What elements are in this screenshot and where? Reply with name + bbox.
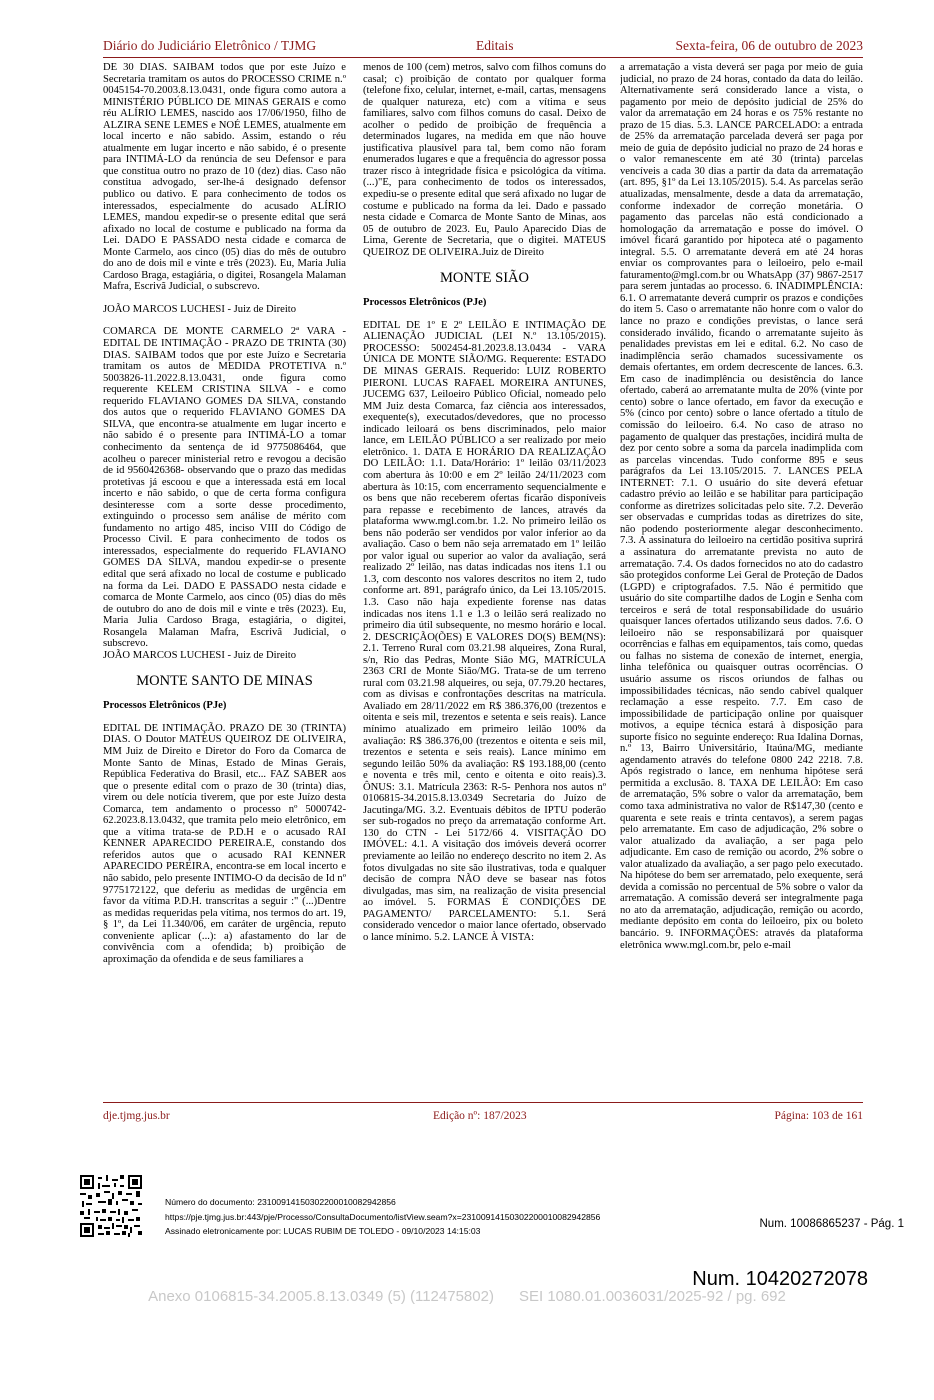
watermark-sei: SEI 1080.01.0036031/2025-92 / pg. 692 xyxy=(518,1288,786,1305)
comarca-heading: MONTE SANTO DE MINAS xyxy=(136,673,313,690)
document-number: Número do documento: 23100914150302200010082942856 xyxy=(165,1197,396,1207)
document-url[interactable]: https://pje.tjmg.jus.br:443/pje/Processo/ConsultaDocumento/listView.seam?x=23100914150302200010082942856 xyxy=(165,1211,601,1222)
judge-signature: JOÃO MARCOS LUCHESI - Juiz de Direito xyxy=(103,303,297,315)
section-title: Editais xyxy=(476,38,514,53)
page-footer xyxy=(103,1110,863,1126)
journal-title: Diário do Judiciário Eletrônico / TJMG xyxy=(103,38,317,53)
page-number: Página: 103 de 161 xyxy=(774,1110,863,1122)
edital-text: DE 30 DIAS. SAIBAM todos que por este Juízo e Secretaria tramitam os autos do PROCESSO CRIME n.º 0045154-70.2003.8.13.0431, onde figura como autora a MINISTÉRIO PÚBLICO DE MINAS GERAIS e como réu ALÍRIO LEMES, nascido aos 17/06/1950, filho de ALZIRA SENE LEMES e NOÉ LEMES, atualmente em local incerto e não sabido. Assim, estando o réu atualmente em lugar incerto e não sabido, é o presente para INTIMÁ-LO da renúncia de seu Defensor e para que constitua outro no prazo de 10 (dez) dias. Caso não constitua advogado, ser-lhe-á designado defensor publico ou dativo. E para conhecimento de todos os interessados, especialmente do acusado ALÍRIO LEMES, mandou expedir-se o presente edital que será afixado no local de costume e publicado na forma da Lei. DADO E PASSADO nesta cidade e comarca de Monte Carmelo, aos cinco (05) dias do mês de outubro do ano de dois mil e vinte e três (2023). Eu, Maria Julia Cardoso Braga, estagiária, o digitei, Rosangela Malaman Mafra, Escrivã Judicial, o subscrevo. xyxy=(103,62,346,293)
column-2 xyxy=(363,62,606,1096)
column-1 xyxy=(103,62,346,1096)
comarca-heading: MONTE SIÃO xyxy=(439,270,529,287)
signature-block xyxy=(165,1195,600,1239)
footer-rule xyxy=(103,1102,863,1103)
edital-text: EDITAL DE 1º E 2º LEILÃO E INTIMAÇÃO DE ALIENAÇÃO JUDICIAL (LEI N.º 13.105/2015). PROCESSO: 5002454-81.2023.8.13.0434 - VARA ÚNICA DE MONTE SIÃO/MG. Requerente: ESTADO DE MINAS GERAIS. Requerido: LUIZ ROBERTO PIERONI. LUCAS RAFAEL MOREIRA ANTUNES, JUCEMG 637, Leiloeiro Público Oficial, nomeado pelo MM Juiz desta Comarca, faz ciência aos interessados, exequente(s), executados/devedores, que no processo indicado leiloará os bens discriminados, pelo maior lance, em LEILÃO PÚBLICO a ser realizado por meio eletrônico. 1. DATA E HORÁRIO DA REALIZAÇÃO DO LEILÃO: 1.1. Data/Horário: 1º leilão 03/11/2023 com abertura às 10:00 e em 2º leilão 24/11/2023 com abertura às 10:15, com encerramento sequencialmente e os bens que não receberem ofertas ficarão disponíveis para repasse e recebimento de lances, através da plataforma www.mgl.com.br. 1.2. No primeiro leilão os bens não poderão ser vendidos por valor inferior ao da avaliação. Caso o bem não seja arrematado em 1º leilão por valor igual ou superior ao valor da avaliação, será realizado 2º leilão, nas datas indicadas nos itens 1.1 ou 1.3, com desconto nos valores descritos no item 2, tudo conforme art. 891, parágrafo único, da Lei 13.105/2015. 1.3. Caso não haja expediente forense nas datas indicadas nos itens 1.1 e 1.3 o leilão será realizado no primeiro dia útil subsequente, no mesmo horário e local. 2. DESCRIÇÃO(ÕES) E VALORES DO(S) BEM(NS): 2.1. Terreno Rural com 03.21.98 alqueires, Zona Rural, s/n, Rio das Pedras, Monte Sião MG, MATRÍCULA 2363 CRI de Monte Sião/MG. Trata-se de um terreno rural com 03.21.98 alqueires, ou seja, 07.79.20 hectares, com as divisas e confrontações descritas na matrícula. Avaliado em 28/11/2022 em R$ 386.376,00 (trezentos e oitenta e seis mil, trezentos e setenta e seis reais). Lance mínimo atualizado em primeiro leilão 100% da avaliação: R$ 386.376,00 (trezentos e oitenta e seis mil, trezentos e setenta e seis reais). Lance mínimo em segundo leilão 50% da avaliação: R$ 193.188,00 (cento e noventa e três mil, cento e oitenta e oito reais).3. ÔNUS: 3.1. Matrícula 2363: R-5- Penhora nos autos nº 0106815-34.2015.8.13.0349 Secretaria do Juízo de Jacutinga/MG. 3.2. Eventuais débitos de IPTU poderão ser sub-rogados no preço da arrematação conforme Art. 130 do CTN - Lei 5172/66 4. VISITAÇÃO DO IMÓVEL: 4.1. A visitação dos imóveis deverá ocorrer previamente ao leilão no endereço descrito no item 2. As fotos divulgadas no site são ilustrativas, toda e qualquer decisão de compra NÃO deve se basear nas fotos divulgadas, mas sim, na realização de visita presencial ao imóvel. 5. FORMAS E CONDIÇÕES DE PAGAMENTO/ PARCELAMENTO: 5.1. Será considerado vencedor o maior lance ofertado, observado o lance mínimo. 5.2. LANCE À VISTA: xyxy=(363,319,606,943)
num-page-label: Num. 10086865237 - Pág. 1 xyxy=(759,1218,904,1230)
edition-number: Edição nº: 187/2023 xyxy=(433,1110,527,1122)
edital-text: a arrematação a vista deverá ser paga por meio de guia judicial, no prazo de 24 horas, contado da data do leilão. Alternativamente será considerado lance a vista, o pagamento por meio de depósito judicial de 25% do valor da arrematação em 24 horas e os 75% restante no prazo de 15 dias. 5.3. LANCE PARCELADO: a entrada de 25% da arrematação parcelada deverá ser paga por meio de guia de depósito judicial no prazo de 24 horas e o valor remanescente em até 30 (trinta) parcelas vencíveis a cada 30 dias a partir da data da arrematação (art. 895, §1º da Lei 13.105/2015). 5.4. As parcelas serão atualizadas, mensalmente, desde a data da arrematação, conforme indexador de correção monetária. O pagamento das parcelas não está condicionado a homologação da arrematação e posse do imóvel. O imóvel ficará garantido por hipoteca até o pagamento integral. 5.5. O arrematante deverá em até 24 horas enviar os comprovantes para o leiloeiro, pelo e-mail faturamento@mgl.com.br ou WhatsApp (37) 9867-2517 para serem juntadas ao processo. 6. INADIMPLÊNCIA: 6.1. O arrematante deverá cumprir os prazos e condições do item 5. Caso o arrematante não honre com o valor do lance no prazo e condições previstas, o lance será considerado inválido, ficando o arrematante sujeito às penalidades previstas em lei e edital. 6.2. No caso de inadimplência serão chamados sucessivamente os demais ofertantes, em ordem decrescente de lances. 6.3. Em caso de inadimplência ou desistência do lance ofertado, caberá ao arrematante multa de 20% (vinte por cento) sobre o lance ofertado, em favor da execução e 5% (cinco por cento) sobre o lance ofertado a título de comissão do leiloeiro. 6.4. No caso de atraso no pagamento de qualquer das prestações, incidirá multa de dez por cento sobre a soma da parcela inadimplida com as parcelas vincendas. Tudo conforme 895 e seus parágrafos da Lei 13.105/2015. 7. LANCES PELA INTERNET: 7.1. O usuário do site deverá efetuar cadastro prévio ao leilão e se habilitar para participação conforme as diretrizes solicitadas pelo site. 7.2. Deverão ser observadas e cumpridas todas as diretrizes do site, não podendo posteriormente alegar desconhecimento. 7.3. A assinatura do leiloeiro na certidão positiva suprirá a assinatura do arrematante prevista no auto de arrematação. 7.4. Os dados fornecidos no ato do cadastro são protegidos conforme Lei Geral de Proteção de Dados (LGPD) e criptografados. 7.5. Não é permitido que usuário do site compartilhe dados de Login e Senha com terceiros e será de total responsabilidade do usuário quaisquer lances ofertados utilizando seus dados. 7.6. O leiloeiro não se responsabilizará por quaisquer ocorrências e falhas em equipamentos, tais como, quedas ou falhas no sistema de conexão de internet, energia, linha telefônica ou quaisquer outras ocorrências. O usuário assume os riscos oriundos de falhas ou impossibilidades técnicas, não sendo cabível qualquer reclamação a esse respeito. 7.7. Em caso de impossibilidade de participação online por quaisquer motivos, a equipe técnica estará à disposição para suporte físico no seguinte endereço: Rua Idalina Dornas, n.º 13, Bairro Universitário, Itaúna/MG, mediante agendamento através do telefone 0800 242 2218. 7.8. Após registrado o lance, em nenhuma hipótese será permitida a exclusão. 8. TAXA DE LEILÃO: Em caso de arrematação, 5% sobre o valor da arrematação, bem como taxa administrativa no valor de R$147,30 (cento e quarenta e sete reais e trinta centavos), a serem pagas pelo arrematante. Em caso de adjudicação, 2% sobre o valor atualizado da avaliação, a ser paga pelo adjudicante. Em caso de remição ou acordo, 2% sobre o valor atualizado da avaliação, a ser pago pelo executado. Na hipótese do bem ser arrematado, pelo exequente, será devida a comissão no percentual de 5% sobre o valor da arrematação. A comissão deverá ser integralmente paga no ato da arrematação, adjudicação, remição ou acordo, mediante depósito em conta do leiloeiro, pix ou boleto bancário. 9. INFORMAÇÕES: através da plataforma eletrônica www.mgl.com.br, pelo e-mail xyxy=(620,62,863,951)
page-header xyxy=(103,38,863,56)
edital-text: COMARCA DE MONTE CARMELO 2ª VARA - EDITAL DE INTIMAÇÃO - PRAZO DE TRINTA (30) DIAS. SAIBAM todos que por este Juízo e Secretaria tramitam os autos de MEDIDA PROTETIVA n.º 5003826-11.2022.8.13.0431, onde figura como requerente KELEM CRISTINA SILVA - e como requerido FLAVIANO GOMES DA SILVA, constando dos autos que o requerido FLAVIANO GOMES DA SILVA, que encontra-se atualmente em lugar incerto e não sabido é o presente para INTIMÁ-LO a tomar conhecimento da sentença de id 9775086464, que acolheu o parecer ministerial retro e revogou a decisão de id 9560426368- observando que o prazo das medidas protetivas já escoou e que a interessada está em local incerto e não sabido, o que de certa forma configura desinteresse com a sorte desse procedimento, extinguindo o processo sem análise de mérito com fundamento no artigo 485, inciso VIII do Código de Processo Civil. E para conhecimento de todos os interessados, especialmente do requerido FLAVIANO GOMES DA SILVA, mandou expedir-se o presente edital que será afixado no local de costume e publicado na forma da Lei. DADO E PASSADO nesta cidade e comarca de Monte Carmelo, aos cinco (05) dias do mês de outubro do ano de dois mil e vinte e três (2023). Eu, Maria Julia Cardoso Braga, estagiária, o digitei, Rosangela Malaman Mafra, Escrivã Judicial, o subscrevo. xyxy=(103,326,346,650)
edital-text: menos de 100 (cem) metros, salvo com filhos comuns do casal; c) proibição de contato por qualquer forma (telefone fixo, celular, internet, e-mail, cartas, mensagens de qualquer natureza, etc) com a vítima e seus familiares, salvo com filhos comuns do casal. Deixo de acolher o pedido de proibição de frequência a determinados lugares, na medida em que não houve justificativa plausível para tal, bem como não foram enumerados lugares e que a frequência do agressor possa trazer risco à integridade física e psicológica da vítima.(...)"E, para conhecimento de todos os interessados, expediu-se o presente edital que será afixado no lugar de costume e publicado na forma da lei. Dado e passado nesta cidade e Comarca de Monte Santo de Minas, aos 05 de outubro de 2023. Eu, Paulo Aparecido Dias de Lima, Gerente de Secretaria, que o digitei. MATEUS QUEIROZ DE OLIVEIRA.Juiz de Direito xyxy=(363,62,606,258)
section-subheading: Processos Eletrônicos (PJe) xyxy=(103,700,227,712)
section-subheading: Processos Eletrônicos (PJe) xyxy=(363,297,487,309)
column-3 xyxy=(620,62,863,1096)
publication-date: Sexta-feira, 06 de outubro de 2023 xyxy=(675,38,863,53)
watermark-annex: Anexo 0106815-34.2005.8.13.0349 (5) (112475802) xyxy=(148,1288,494,1305)
header-rule xyxy=(103,57,863,58)
qr-code-icon xyxy=(80,1175,142,1237)
edital-text: EDITAL DE INTIMAÇÃO. PRAZO DE 30 (TRINTA) DIAS. O Doutor MATEUS QUEIROZ DE OLIVEIRA, MM Juiz de Direito e Diretor do Foro da Comarca de Monte Santo de Minas, Estado de Minas Gerais, República Federativa do Brasil, etc... FAZ SABER aos que o presente edital com o prazo de 30 (trinta) dias, virem ou dele notícia tiverem, que por este Juízo desta Comarca, tem andamento o processo nº 5000742-62.2023.8.13.0432, que tramita pelo meio eletrônico, em que a vítima trata-se de P.D.H e o acusado RAI KENNER APARECIDO PEREIRA.E, constando dos referidos autos que o acusado RAI KENNER APARECIDO PEREIRA, encontra-se em local incerto e não sabido, pelo presente INTIMO-O da decisão de Id nº 9775172122, que deferiu as medidas de urgência em favor da vítima P.D.H. transcritas a seguir :" (...)Dentre as medidas requeridas pela vítima, nos termos do art. 19, § 1º, da Lei 11.340/06, em caráter de urgência, reputo conveniente aplicar (...): a) afastamento do lar de convivência com a ofendida; b) proibição de aproximação da ofendida e de seus familiares a xyxy=(103,722,346,965)
signer-info: Assinado eletronicamente por: LUCAS RUBIM DE TOLEDO - 09/10/2023 14:15:03 xyxy=(165,1226,481,1236)
watermark xyxy=(0,1288,934,1305)
document-id-number: Num. 10420272078 xyxy=(692,1268,868,1290)
judge-signature: JOÃO MARCOS LUCHESI - Juiz de Direito xyxy=(103,649,297,661)
site-link[interactable]: dje.tjmg.jus.br xyxy=(103,1110,170,1122)
